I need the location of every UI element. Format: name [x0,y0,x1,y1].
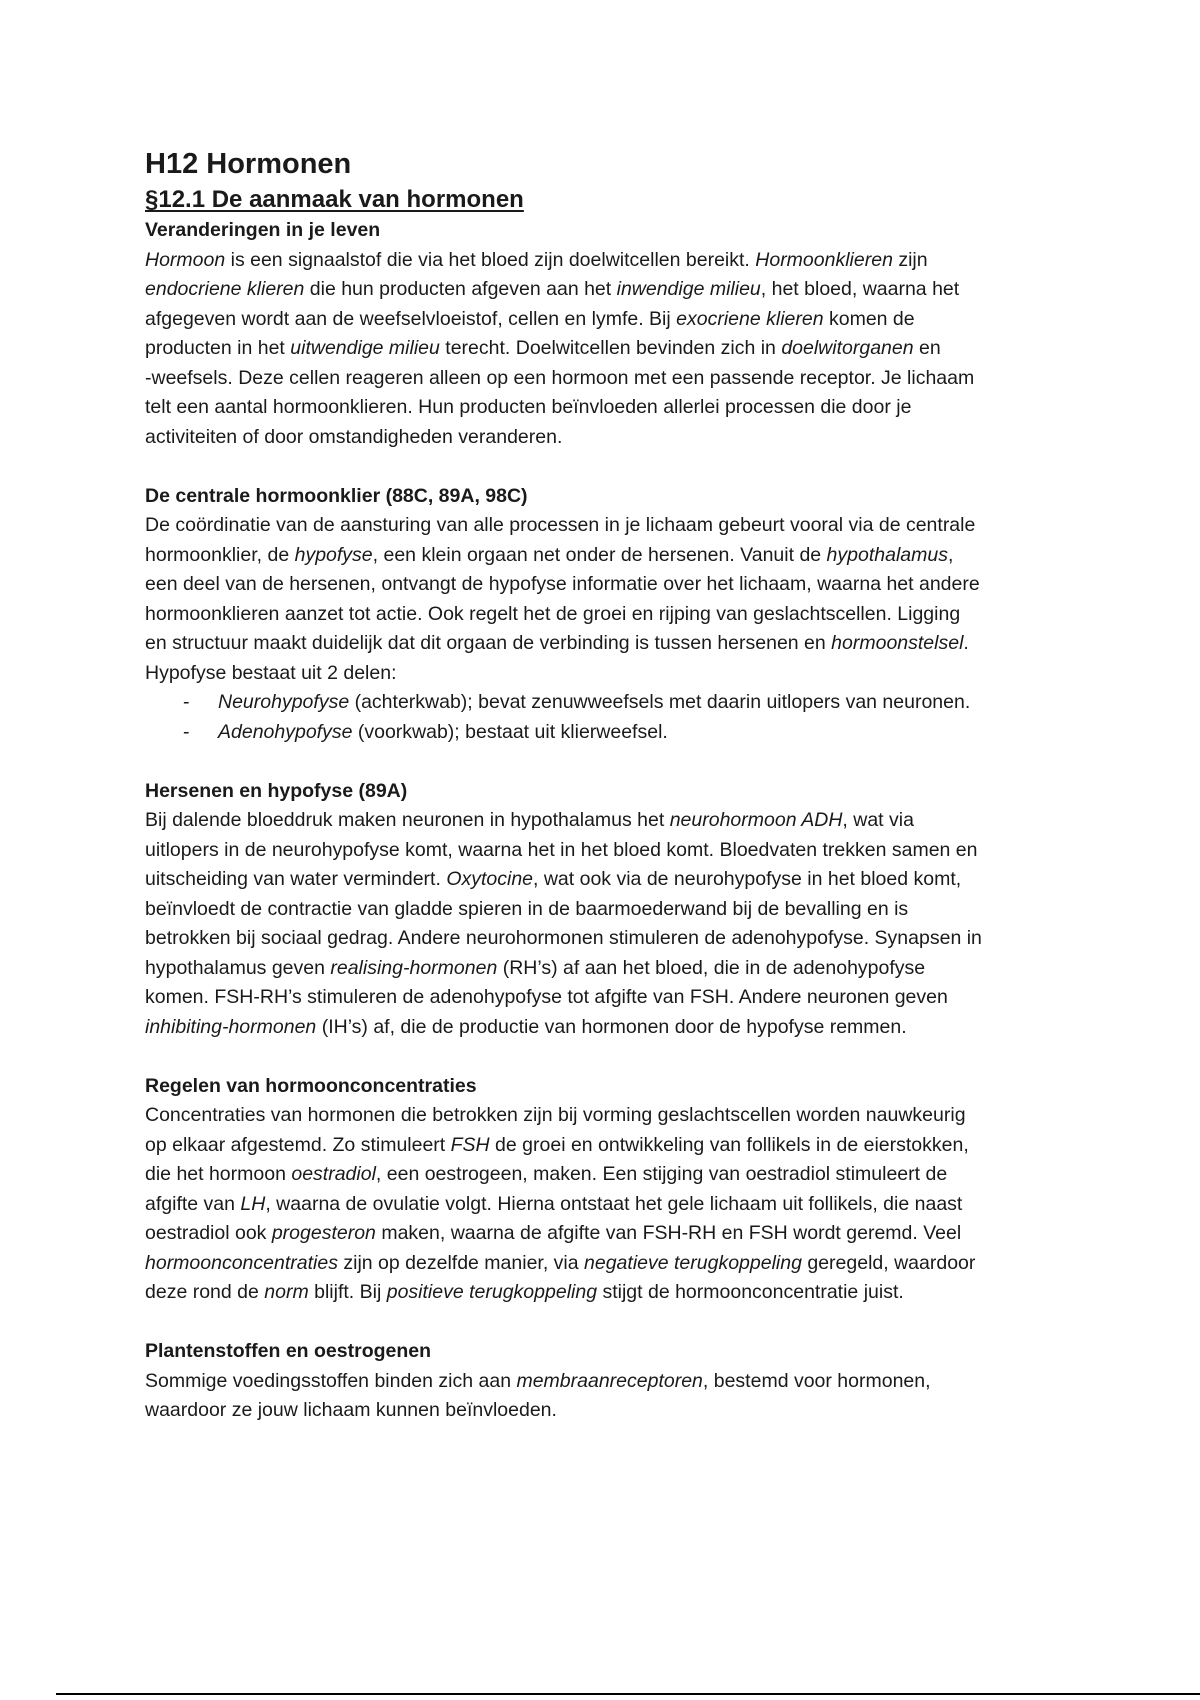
footer-divider [56,1693,1200,1695]
text-run: (RH’s) af aan het bloed, die in de adenohypofyse [497,956,926,979]
italic-term: exocriene klieren [676,307,824,330]
paragraph [145,1367,1105,1426]
text-run: en structuur maakt duidelijk dat dit orgaan de verbinding is tussen hersenen en [145,632,832,654]
text-line [145,511,1105,541]
dash-bullet-icon: - [183,691,190,713]
section-subtitle: §12.1 De aanmaak van hormonen [145,186,524,213]
text-line [145,1160,1105,1190]
italic-term: FSH [450,1133,490,1156]
text-run: een deel van de hersenen, ontvangt de hypofyse informatie over het lichaam, waarna het andere [145,573,980,595]
section [145,216,1105,452]
text-line [145,1101,1105,1131]
section [145,777,1105,1043]
text-run: activiteiten of door omstandigheden veranderen. [145,425,563,448]
italic-term: doelwitorganen [781,337,914,359]
text-line [145,1013,1105,1043]
bullet-list [145,688,1105,747]
text-run: Concentraties van hormonen die betrokken zijn bij vorming geslachtscellen worden nauwkeurig [145,1104,966,1126]
italic-term: realising-hormonen [330,956,498,979]
text-line [145,1249,1105,1279]
italic-term: neurohormoon ADH [669,809,843,831]
text-line [145,1131,1105,1161]
text-run: stijgt de hormoonconcentratie juist. [597,1281,904,1303]
text-run: terecht. Doelwitcellen bevinden zich in [439,337,782,359]
text-run: (voorkwab); bestaat uit klierweefsel. [352,720,668,743]
text-run: oestradiol ook [145,1222,272,1244]
text-run: blijft. Bij [308,1281,387,1303]
text-run: , een oestrogeen, maken. Een stijging van oestradiol stimuleert de [375,1163,948,1185]
paragraph [145,1101,1105,1308]
text-run: zijn op dezelfde manier, via [337,1251,585,1274]
text-run: die het hormoon [145,1163,292,1185]
italic-term: LH [240,1192,266,1215]
text-line [145,1367,1105,1397]
italic-term: hormoonconcentraties [145,1251,338,1274]
italic-term: Hormoonklieren [755,248,893,271]
section-heading: Plantenstoffen en oestrogenen [145,1340,432,1362]
section-heading: De centrale hormoonklier (88C, 89A, 98C) [145,484,528,507]
text-line [145,541,1105,571]
text-line [145,570,1105,600]
text-run: producten in het [145,337,291,359]
text-run: zijn [892,248,928,271]
text-line [145,983,1105,1013]
text-run: Sommige voedingsstoffen binden zich aan [145,1369,517,1392]
document-page [145,146,1105,1426]
text-run: hypothalamus geven [145,956,331,979]
text-run: hormoonklier, de [145,543,295,566]
italic-term: progesteron [271,1222,376,1244]
text-run: , bestemd voor hormonen, [702,1369,931,1392]
page-title: H12 Hormonen [145,148,352,180]
italic-term: Adenohypofyse [218,720,353,743]
text-line [145,1190,1105,1220]
text-line [145,924,1105,954]
text-run: (achterkwab); bevat zenuwweefsels met daarin uitlopers van neuronen. [349,691,971,713]
text-line [145,1396,1105,1426]
section-heading: Hersenen en hypofyse (89A) [145,779,408,802]
text-run: , waarna de ovulatie volgt. Hierna ontstaat het gele lichaam uit follikels, die naast [265,1192,963,1215]
italic-term: norm [264,1281,309,1303]
text-line [145,364,1105,394]
text-line [145,305,1105,335]
text-run: komen de [823,307,915,330]
italic-term: inwendige milieu [616,278,761,300]
text-run: , wat ook via de neurohypofyse in het bloed komt, [533,868,962,890]
paragraph [145,246,1105,453]
italic-term: uitwendige milieu [290,337,440,359]
text-run: uitlopers in de neurohypofyse komt, waarna het in het bloed komt. Bloedvaten trekken samen en [145,838,978,861]
text-run: , het bloed, waarna het [760,278,960,300]
section [145,482,1105,748]
text-run: , wat via [842,809,914,831]
italic-term: hypofyse [294,543,373,566]
italic-term: positieve terugkoppeling [386,1281,598,1303]
text-line [145,895,1105,925]
text-run: afgegeven wordt aan de weefselvloeistof, cellen en lymfe. Bij [145,307,677,330]
text-run: . [963,632,969,654]
italic-term: inhibiting-hormonen [145,1015,317,1038]
text-run: die hun producten afgeven aan het [304,278,617,300]
section-heading: Veranderingen in je leven [145,219,381,241]
text-run: op elkaar afgestemd. Zo stimuleert [145,1133,451,1156]
text-run: en [913,337,941,359]
text-run: geregeld, waardoor [801,1251,976,1274]
text-run: Hypofyse bestaat uit 2 delen: [145,661,397,684]
italic-term: endocriene klieren [145,278,305,300]
italic-term: hypothalamus [826,543,948,566]
text-run: (IH’s) af, die de productie van hormonen door de hypofyse remmen. [316,1015,907,1038]
text-run: telt een aantal hormoonklieren. Hun producten beïnvloeden allerlei processen die door je [145,396,912,418]
text-line [145,334,1105,364]
italic-term: Neurohypofyse [218,691,350,713]
text-run: komen. FSH-RH’s stimuleren de adenohypofyse tot afgifte van FSH. Andere neuronen geven [145,986,948,1008]
italic-term: Oxytocine [446,868,534,890]
text-run: beïnvloedt de contractie van gladde spieren in de baarmoederwand bij de bevalling en is [145,897,909,920]
text-line [145,246,1105,276]
italic-term: oestradiol [291,1163,376,1185]
text-run: hormoonklieren aanzet tot actie. Ook regelt het de groei en rijping van geslachtscellen. Ligging [145,602,961,625]
italic-term: membraanreceptoren [516,1369,703,1392]
text-run: deze rond de [145,1281,265,1303]
text-run: betrokken bij sociaal gedrag. Andere neurohormonen stimuleren de adenohypofyse. Synapsen in [145,927,982,949]
list-item [145,718,1105,748]
text-run: waardoor ze jouw lichaam kunnen beïnvloeden. [145,1399,557,1421]
text-line [145,1278,1105,1308]
text-run: De coördinatie van de aansturing van alle processen in je lichaam gebeurt vooral via de centrale [145,514,976,536]
text-run: , [947,543,954,566]
italic-term: Hormoon [145,248,226,271]
text-line [145,275,1105,305]
text-line [145,1219,1105,1249]
text-line [145,600,1105,630]
paragraph [145,806,1105,1042]
document-body [145,216,1105,1426]
section [145,1337,1105,1426]
text-run: , een klein orgaan net onder de hersenen. Vanuit de [372,543,827,566]
text-run: Bij dalende bloeddruk maken neuronen in hypothalamus het [145,809,670,831]
text-line [145,393,1105,423]
text-run: is een signaalstof die via het bloed zijn doelwitcellen bereikt. [225,248,756,271]
text-line [145,865,1105,895]
text-line [145,836,1105,866]
italic-term: hormoonstelsel [831,632,964,654]
text-line [145,954,1105,984]
list-item [145,688,1105,718]
text-line [145,629,1105,659]
text-run: de groei en ontwikkeling van follikels in de eierstokken, [489,1133,969,1156]
section-heading: Regelen van hormoonconcentraties [145,1074,477,1097]
text-line [145,659,1105,689]
italic-term: negatieve terugkoppeling [584,1251,802,1274]
text-run: uitscheiding van water vermindert. [145,868,447,890]
section [145,1072,1105,1308]
text-run: maken, waarna de afgifte van FSH-RH en FSH wordt geremd. Veel [375,1222,962,1244]
dash-bullet-icon: - [183,720,190,743]
text-line [145,806,1105,836]
paragraph [145,511,1105,688]
text-run: -weefsels. Deze cellen reageren alleen op een hormoon met een passende receptor. Je lichaam [145,366,975,389]
text-line [145,423,1105,453]
text-run: afgifte van [145,1192,241,1215]
